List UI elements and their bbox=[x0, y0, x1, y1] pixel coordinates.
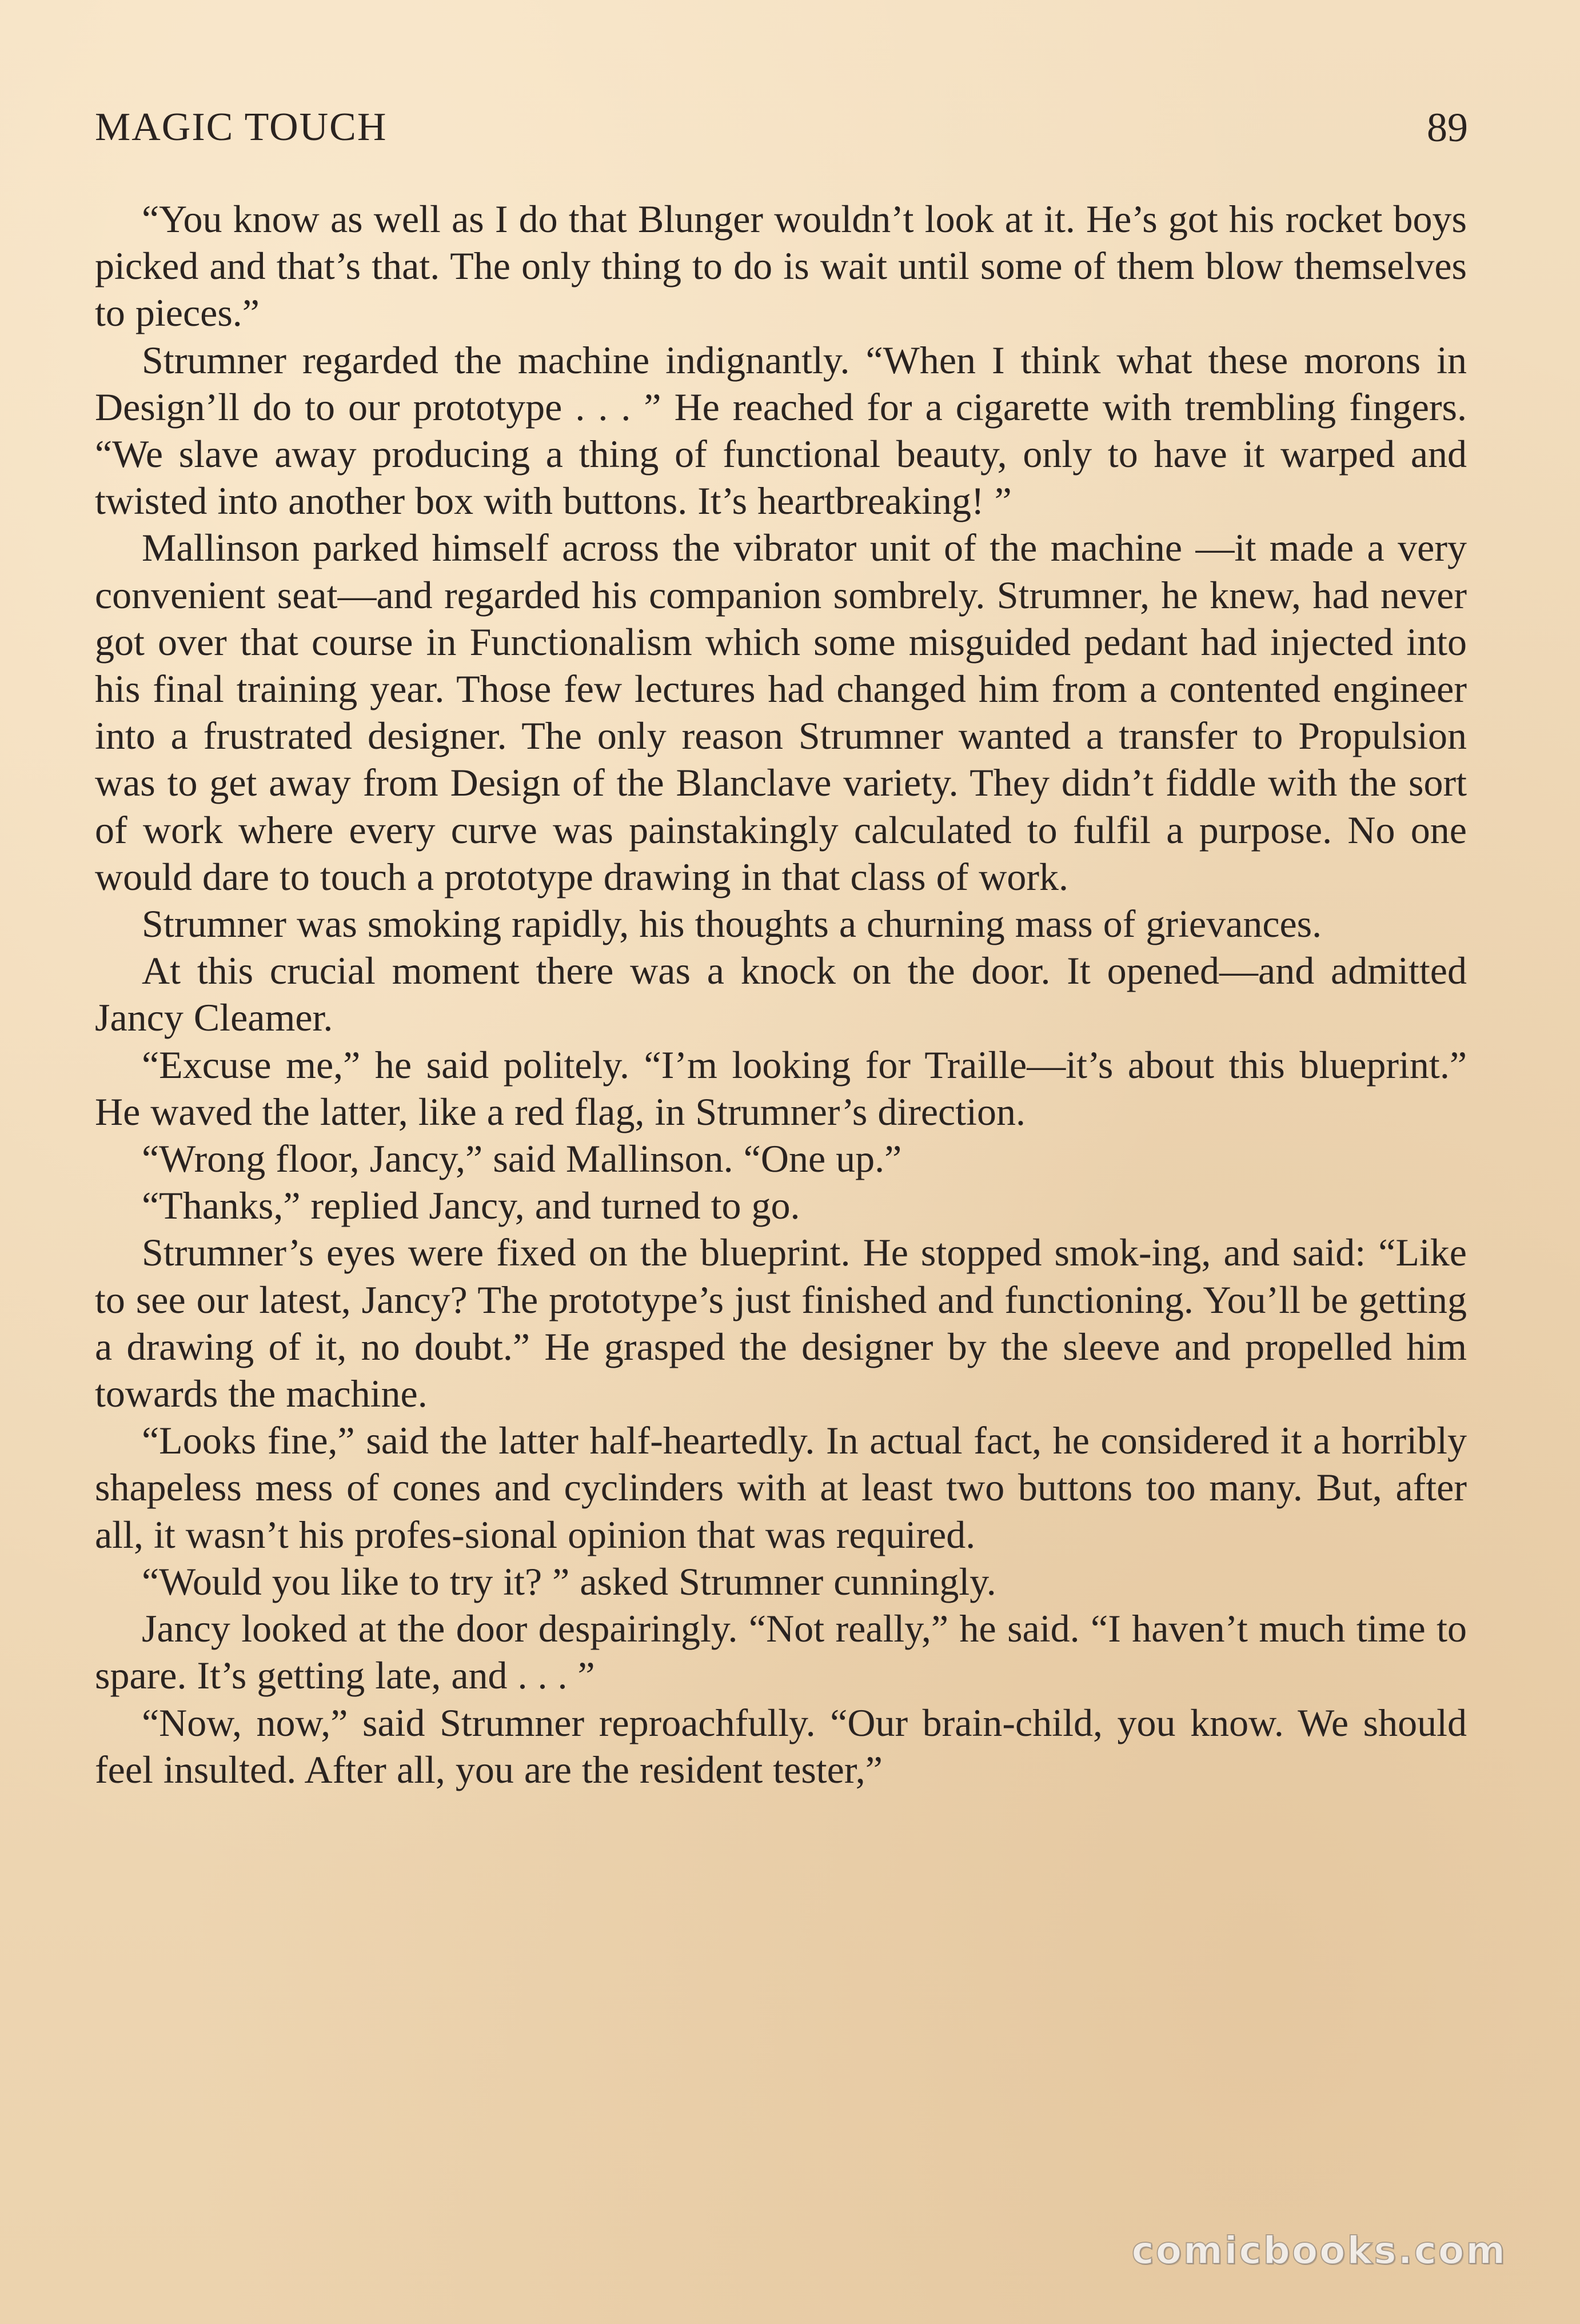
paragraph: “Thanks,” replied Jancy, and turned to go. bbox=[142, 1184, 800, 1228]
paragraph: Strumner was smoking rapidly, his thoughts a churning mass of grievances. bbox=[142, 902, 1322, 946]
paragraph: “Excuse me,” he said politely. “I’m looking for Traille—it’s about this blueprint.” He waved the latter, like a red flag, in Strumner’s direction. bbox=[95, 1043, 1467, 1133]
paragraph: Mallinson parked himself across the vibrator unit of the machine —it made a very convenient seat—and regarded his companion sombrely. Strumner, he knew, had never got over that course in Functionalism which some misguided pedant had injected into his final training year. Those few lectures had changed him from a contented engineer into a frustrated designer. The only reason Strumner wanted a transfer to Propulsion was to get away from Design of the Blanclave variety. They didn’t fiddle with the sort of work where every curve was painstakingly calculated to fulfil a purpose. No one would dare to touch a prototype drawing in that class of work. bbox=[95, 526, 1467, 899]
paragraph: Strumner regarded the machine indignantly. “When I think what these morons in Design’ll do to our prototype . . . ” He reached for a cigarette with trembling fingers. “We slave away producing a thing of functional beauty, only to have it warped and twisted into another box with buttons. It’s heartbreaking! ” bbox=[95, 338, 1467, 523]
paragraph: “Looks fine,” said the latter half-heartedly. In actual fact, he considered it a horribly shapeless mess of cones and cyclinders with at least two buttons too many. But, after all, it wasn’t his profes-sional opinion that was required. bbox=[95, 1419, 1467, 1556]
paragraph: “Would you like to try it? ” asked Strumner cunningly. bbox=[142, 1559, 996, 1603]
paragraph: “You know as well as I do that Blunger wouldn’t look at it. He’s got his rocket boys picked and that’s that. The only thing to do is wait until some of them blow themselves to pieces.” bbox=[95, 197, 1467, 335]
running-head bbox=[95, 102, 1468, 153]
running-title: MAGIC TOUCH bbox=[95, 105, 388, 149]
body-text bbox=[95, 195, 1467, 1793]
paragraph: “Wrong floor, Jancy,” said Mallinson. “One up.” bbox=[142, 1137, 902, 1181]
watermark: comicbooks.com bbox=[1131, 2229, 1507, 2273]
paragraph: At this crucial moment there was a knock on the door. It opened—and admitted Jancy Cleamer. bbox=[95, 949, 1467, 1040]
paragraph: Strumner’s eyes were fixed on the blueprint. He stopped smok-ing, and said: “Like to see our latest, Jancy? The prototype’s just finished and functioning. You’ll be getting a drawing of it, no doubt.” He grasped the designer by the sleeve and propelled him towards the machine. bbox=[95, 1231, 1467, 1416]
page-number: 89 bbox=[1427, 105, 1468, 150]
paragraph: “Now, now,” said Strumner reproachfully. “Our brain-child, you know. We should feel insulted. After all, you are the resident tester,” bbox=[95, 1700, 1467, 1791]
paragraph: Jancy looked at the door despairingly. “Not really,” he said. “I haven’t much time to spare. It’s getting late, and . . . ” bbox=[95, 1607, 1467, 1698]
